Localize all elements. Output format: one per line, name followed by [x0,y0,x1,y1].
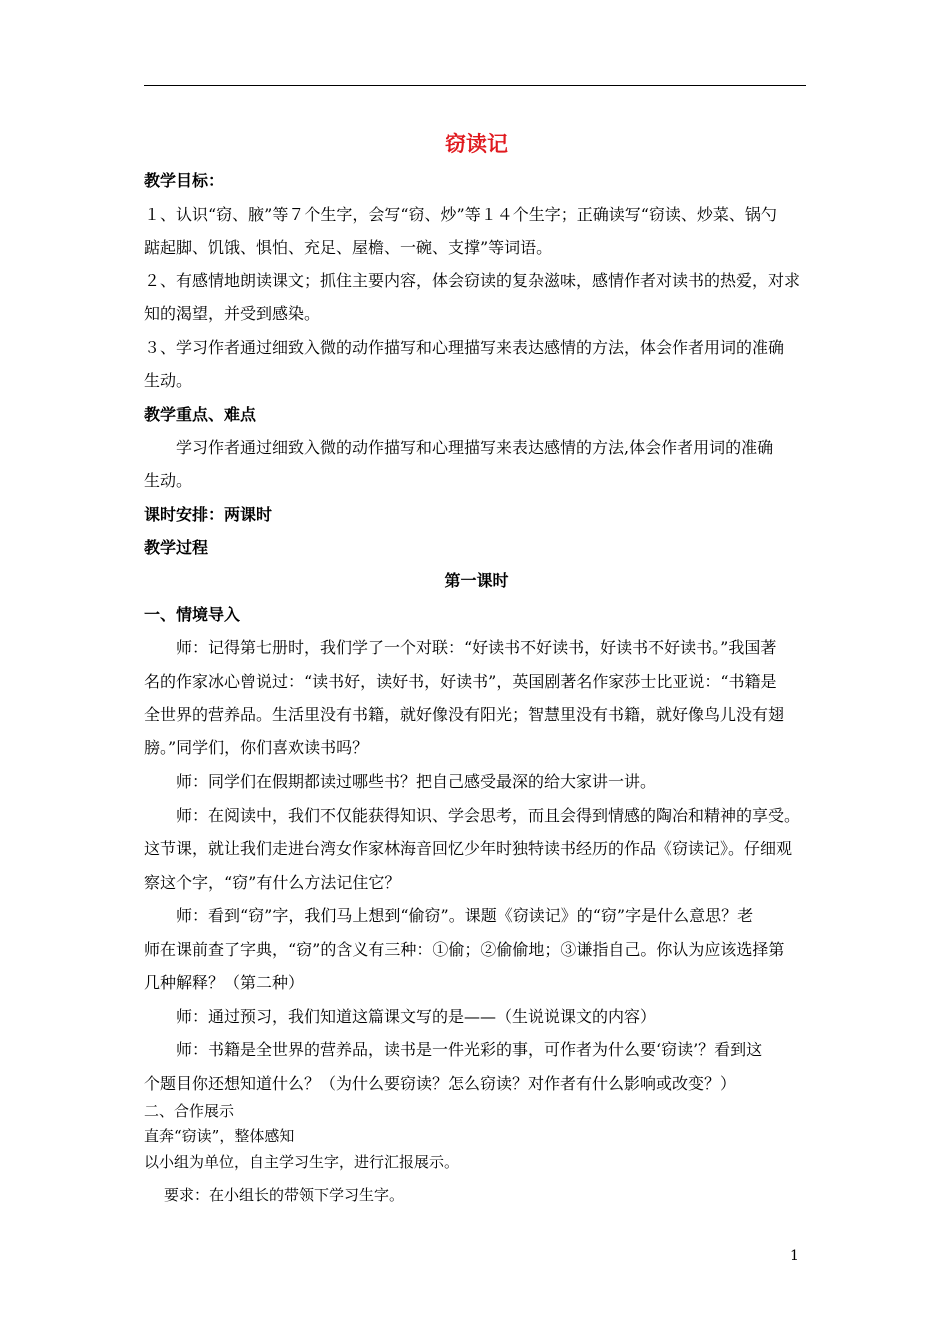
goal-2-line-2: 知的渴望，并受到感染。 [144,304,321,323]
key-points-line-2: 生动。 [144,471,193,490]
process-heading: 教学过程 [144,538,209,557]
paragraph-1-line-1: 师：记得第七册时，我们学了一个对联：“好读书不好读书，好读书不好读书。”我国著 [176,638,777,657]
key-points-line-1: 学习作者通过细致入微的动作描写和心理描写来表达感情的方法,体会作者用词的准确 [176,438,774,457]
part-2-subheading: 直奔“窃读”，整体感知 [144,1127,295,1145]
requirement-line: 要求：在小组长的带领下学习生字。 [164,1186,405,1204]
page-number: 1 [790,1248,799,1264]
paragraph-6-line-1: 师：书籍是全世界的营养品，读书是一件光彩的事，可作者为什么要‘窃读’？看到这 [176,1040,763,1059]
goals-heading: 教学目标： [144,171,225,190]
goal-3-line-2: 生动。 [144,371,193,390]
paragraph-1-line-4: 膀。”同学们，你们喜欢读书吗？ [144,738,369,757]
part-1-heading: 一、情境导入 [144,605,241,624]
part-2-heading: 二、合作展示 [144,1102,235,1120]
key-points-heading: 教学重点、难点 [144,405,257,424]
paragraph-1-line-2: 名的作家冰心曾说过：“读书好，读好书，好读书”，英国剧著名作家莎士比亚说：“书籍是 [144,672,777,691]
schedule: 课时安排：两课时 [144,505,273,524]
goal-1-line-1: １、认识“窃、腋”等７个生字，会写“窃、炒”等１４个生字；正确读写“窃读、炒菜、锅勺 [144,205,777,224]
paragraph-4-line-2: 师在课前查了字典，“窃”的含义有三种：①偷；②偷偷地；③谦指自己。你认为应该选择第 [144,940,785,959]
header-rule [144,85,806,86]
paragraph-4-line-1: 师：看到“窃”字，我们马上想到“偷窃”。课题《窃读记》的“窃”字是什么意思？老 [176,906,754,925]
goal-2-line-1: ２、有感情地朗读课文；抓住主要内容，体会窃读的复杂滋味，感情作者对读书的热爱，对求 [144,271,801,290]
paragraph-1-line-3: 全世界的营养品。生活里没有书籍，就好像没有阳光；智慧里没有书籍，就好像鸟儿没有翅 [144,705,785,724]
paragraph-3-line-1: 师：在阅读中，我们不仅能获得知识、学会思考，而且会得到情感的陶冶和精神的享受。 [176,806,801,825]
paragraph-6-line-2: 个题目你还想知道什么？（为什么要窃读？怎么窃读？对作者有什么影响或改变？） [144,1074,737,1093]
goal-3-line-1: ３、学习作者通过细致入微的动作描写和心理描写来表达感情的方法，体会作者用词的准确 [144,338,785,357]
document-title: 窃读记 [445,131,508,156]
paragraph-3-line-2: 这节课，就让我们走进台湾女作家林海音回忆少年时独特读书经历的作品《窃读记》。仔细观 [144,839,793,858]
paragraph-4-line-3: 几种解释？（第二种） [144,973,305,992]
goal-1-line-2: 踮起脚、饥饿、惧怕、充足、屋檐、一碗、支撑”等词语。 [144,238,553,257]
paragraph-3-line-3: 察这个字，“窃”有什么方法记住它？ [144,873,401,892]
paragraph-5: 师：通过预习，我们知道这篇课文写的是——（生说说课文的内容） [176,1007,657,1026]
part-2-line: 以小组为单位，自主学习生字，进行汇报展示。 [144,1153,460,1171]
paragraph-2: 师：同学们在假期都读过哪些书？把自己感受最深的给大家讲一讲。 [176,772,657,791]
lesson-1-heading: 第一课时 [444,571,509,590]
